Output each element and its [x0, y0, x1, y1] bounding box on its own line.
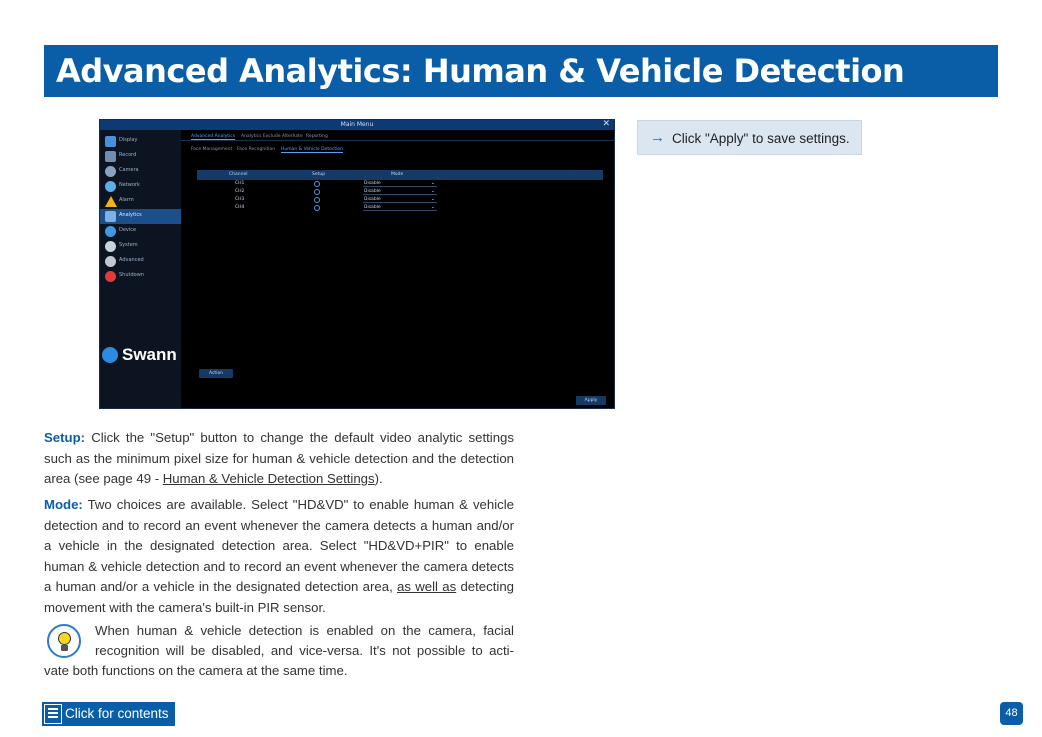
header-channel: Channel — [229, 172, 248, 177]
chevron-down-icon: ⌄ — [430, 188, 435, 194]
tab-human-vehicle-detection[interactable]: Human & Vehicle Detection — [281, 147, 343, 152]
page-number-badge — [1000, 702, 1023, 725]
document-icon — [44, 704, 62, 724]
secondary-tabs — [181, 145, 615, 154]
table-row — [197, 204, 603, 212]
tab-face-recognition[interactable]: Face Recognition — [237, 147, 276, 152]
channel-cell: CH1 — [235, 181, 245, 186]
sidebar-item-shutdown[interactable] — [100, 269, 181, 284]
dvr-sidebar — [100, 130, 181, 409]
sidebar-item-alarm[interactable] — [100, 194, 181, 209]
shutdown-icon — [105, 271, 116, 282]
sidebar-item-label: Analytics — [119, 212, 142, 218]
analytics-icon — [105, 211, 116, 222]
swann-logo — [102, 344, 182, 366]
tab-advanced-analytics[interactable]: Advanced Analytics — [191, 134, 236, 139]
display-icon — [105, 136, 116, 147]
sidebar-item-label: Display — [119, 137, 138, 143]
sidebar-item-label: Shutdown — [119, 272, 144, 278]
header-setup: Setup — [312, 172, 326, 177]
sidebar-item-label: Record — [119, 152, 137, 158]
dvr-main-panel — [181, 130, 615, 409]
table-row — [197, 196, 603, 204]
mode-underlined: as well as — [397, 579, 457, 594]
page-title: Advanced Analytics: Human & Vehicle Detection — [56, 52, 905, 90]
mode-value: Disable — [364, 205, 381, 210]
camera-icon — [105, 166, 116, 177]
mode-value: Disable — [364, 181, 381, 186]
sidebar-item-label: Alarm — [119, 197, 134, 203]
close-icon[interactable]: ✕ — [602, 119, 610, 129]
dvr-screenshot — [99, 119, 615, 409]
contents-button-label: Click for contents — [65, 706, 169, 721]
sidebar-item-label: Network — [119, 182, 140, 188]
chevron-down-icon: ⌄ — [430, 204, 435, 210]
sidebar-item-label: Camera — [119, 167, 139, 173]
sidebar-item-label: Advanced — [119, 257, 144, 263]
dvr-titlebar — [100, 120, 614, 130]
mode-select[interactable] — [363, 196, 437, 203]
mode-term: Mode: — [44, 497, 83, 512]
chevron-down-icon: ⌄ — [430, 196, 435, 202]
sidebar-item-device[interactable] — [100, 224, 181, 239]
setup-icon[interactable] — [314, 205, 320, 211]
table-row — [197, 180, 603, 188]
settings-link[interactable]: Human & Vehicle Detection Settings — [162, 471, 375, 486]
setup-text-end: ). — [374, 471, 383, 486]
arrow-right-icon: → — [650, 129, 665, 146]
tip-line-3: vate both functions on the camera at the same time. — [44, 663, 348, 678]
page-number: 48 — [1005, 707, 1018, 719]
mode-paragraph — [44, 495, 514, 618]
network-icon — [105, 181, 116, 192]
sidebar-item-label: System — [119, 242, 138, 248]
swann-logo-icon — [102, 347, 118, 363]
action-button-label: Action — [208, 371, 224, 376]
setup-term: Setup: — [44, 430, 86, 445]
setup-icon[interactable] — [314, 181, 320, 187]
sidebar-item-display[interactable] — [100, 134, 181, 149]
chevron-down-icon: ⌄ — [430, 180, 435, 186]
contents-button[interactable] — [42, 702, 175, 726]
channel-cell: CH4 — [235, 205, 245, 210]
mode-select[interactable] — [363, 180, 437, 187]
channel-cell: CH3 — [235, 197, 245, 202]
mode-text-end: detecting movement with the camera's built-in PIR sensor. — [44, 579, 514, 615]
mode-select[interactable] — [363, 204, 437, 211]
tab-reporting[interactable]: Reporting — [306, 134, 328, 139]
primary-tabs — [181, 132, 615, 141]
dvr-window-title: Main Menu — [340, 121, 374, 128]
device-icon — [105, 226, 116, 237]
sidebar-item-network[interactable] — [100, 179, 181, 194]
setup-icon[interactable] — [314, 197, 320, 203]
system-icon — [105, 241, 116, 252]
tab-face-management[interactable]: Face Management — [191, 147, 233, 152]
tip-line-2: recognition will be disabled, and vice-versa. It's not possible to acti- — [95, 643, 514, 658]
tip-line-1: When human & vehicle detection is enabled on the camera, facial — [95, 623, 514, 638]
advanced-icon — [105, 256, 116, 267]
tab-analytics-exclude[interactable]: Analytics Exclude Alterhate — [241, 134, 303, 139]
swann-logo-text: Swann — [122, 345, 177, 364]
mode-value: Disable — [364, 197, 381, 202]
callout-text: Click "Apply" to save settings. — [672, 131, 850, 146]
apply-button[interactable] — [576, 396, 606, 405]
title-banner — [44, 45, 998, 97]
lightbulb-icon — [47, 624, 81, 658]
alarm-icon — [105, 196, 117, 207]
setup-icon[interactable] — [314, 189, 320, 195]
sidebar-item-camera[interactable] — [100, 164, 181, 179]
table-row — [197, 188, 603, 196]
mode-select[interactable] — [363, 188, 437, 195]
mode-value: Disable — [364, 189, 381, 194]
table-header — [197, 170, 603, 180]
sidebar-item-label: Device — [119, 227, 137, 233]
header-mode: Mode — [391, 172, 404, 177]
setup-text: Click the "Setup" button to change the default video analytic settings such as the minimum pixel size for human & vehicle detection and the detection area (see page 49 - — [44, 430, 514, 486]
setup-paragraph — [44, 428, 514, 490]
sidebar-item-analytics[interactable] — [100, 209, 181, 224]
sidebar-item-system[interactable] — [100, 239, 181, 254]
record-icon — [105, 151, 116, 162]
action-button[interactable] — [199, 369, 233, 378]
mode-text: Two choices are available. Select "HD&VD" to enable human & vehicle detection and to record an event whenever the camera detects a human and/or a vehicle in the designated detection area. Select "HD&VD+PIR" to enable human & vehicle detection and to record an event whenever the camera detects a human and/or a vehicle in the designated detection area, — [44, 497, 514, 594]
apply-button-label: Apply — [584, 398, 598, 403]
sidebar-item-advanced[interactable] — [100, 254, 181, 269]
channel-cell: CH2 — [235, 189, 245, 194]
channel-table — [197, 170, 603, 212]
apply-callout — [637, 120, 862, 155]
sidebar-item-record[interactable] — [100, 149, 181, 164]
